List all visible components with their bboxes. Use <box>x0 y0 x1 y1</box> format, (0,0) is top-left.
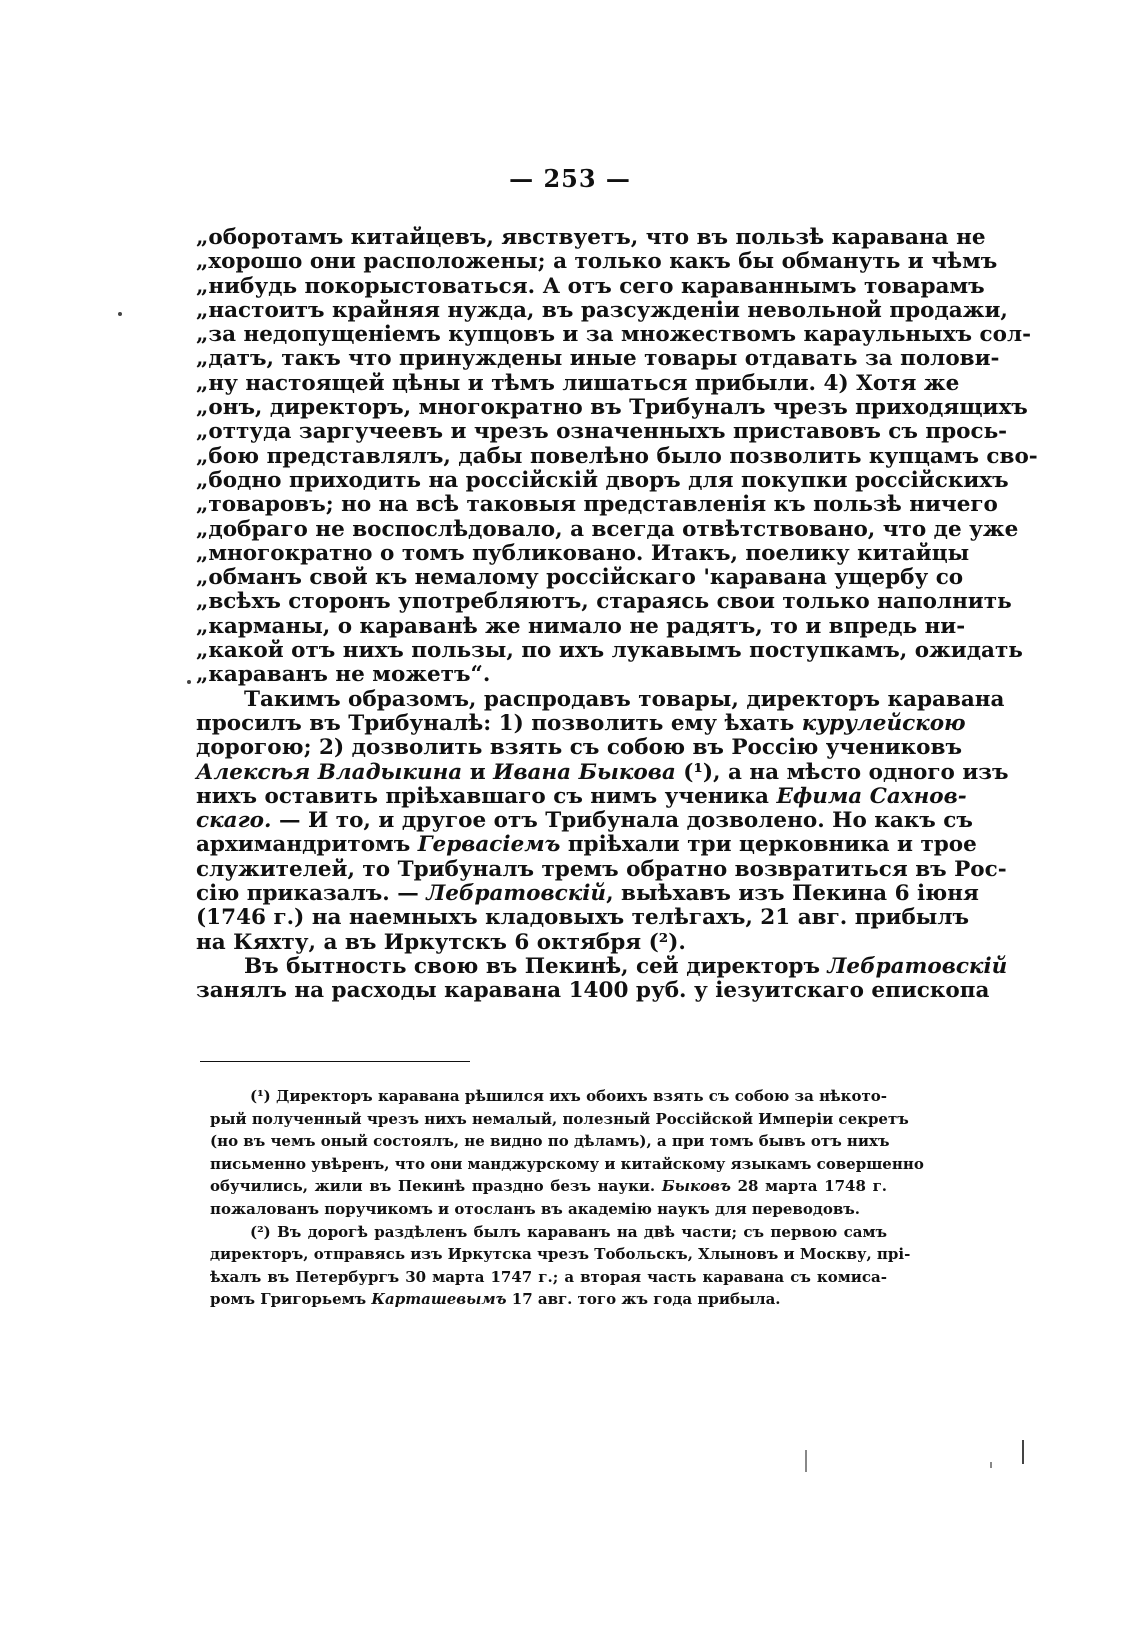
page-number: — 253 — <box>509 164 631 193</box>
footnote-divider <box>200 1061 470 1062</box>
text-line: „оттуда заргучеевъ и чрезъ означенныхъ приставовъ съ прось- <box>196 419 1008 445</box>
footnote-line: письменно увѣренъ, что они манджурскому и китайскому языкамъ совершенно <box>210 1154 924 1173</box>
italic-text: Ивана Быкова <box>493 759 676 785</box>
text-line: „онъ, директоръ, многократно въ Трибуналъ чрезъ приходящихъ <box>196 395 1028 421</box>
italic-text: курулейскою <box>801 710 966 736</box>
text-line: дорогою; 2) дозволить взять съ собою въ Россію учениковъ <box>196 735 962 761</box>
text-line: (1746 г.) на наемныхъ кладовыхъ телѣгахъ, 21 авг. прибылъ <box>196 905 969 931</box>
scan-speck <box>805 1450 807 1472</box>
scan-speck <box>990 1462 992 1468</box>
text-line: „ну настоящей цѣны и тѣмъ лишаться прибыли. 4) Хотя же <box>196 370 960 396</box>
text-line: „добраго не воспослѣдовало, а всегда отвѣтствовано, что де уже <box>196 516 1019 542</box>
text-segment: — И то, и другое отъ Трибунала дозволено. Но какъ съ <box>271 808 973 834</box>
text-line: „хорошо они расположены; а только какъ бы обмануть и чѣмъ <box>196 249 998 275</box>
italic-text: Карташевымъ <box>371 1290 507 1309</box>
text-line: „за недопущеніемъ купцовъ и за множествомъ караульныхъ сол- <box>196 322 1032 348</box>
text-line <box>196 759 1009 785</box>
text-line <box>196 953 1008 979</box>
italic-text: Лебратовскій <box>827 953 1008 979</box>
text-segment: 17 авг. того жъ года прибыла. <box>506 1290 781 1309</box>
text-line: Такимъ образомъ, распродавъ товары, директоръ каравана <box>244 686 1005 712</box>
text-line <box>196 710 966 736</box>
text-line: „нибудь покорыстоваться. А отъ сего караваннымъ товарамъ <box>196 273 985 299</box>
text-line: „какой отъ нихъ пользы, по ихъ лукавымъ поступкамъ, ожидать <box>196 638 1023 664</box>
text-segment: , выѣхавъ изъ Пекина 6 іюня <box>606 881 979 907</box>
text-segment: нихъ оставить пріѣхавшаго съ нимъ ученика <box>196 783 777 809</box>
text-segment: просилъ въ Трибуналѣ: 1) позволить ему ѣхать <box>196 710 802 736</box>
footnote-line: директоръ, отправясь изъ Иркутска чрезъ Тобольскъ, Хлыновъ и Москву, прі- <box>210 1245 911 1264</box>
footnote-line: рый полученный чрезъ нихъ немалый, полезный Россійской Имперіи секретъ <box>210 1109 909 1128</box>
text-segment: Въ бытность свою въ Пекинѣ, сей директоръ <box>244 953 828 979</box>
text-segment: ромъ Григорьемъ <box>210 1290 372 1309</box>
text-line: „многократно о томъ публиковано. Итакъ, поелику китайцы <box>196 540 970 566</box>
text-line: „караванъ не можетъ“. <box>196 662 491 688</box>
scan-speck <box>118 312 122 316</box>
italic-text: Быковъ <box>661 1177 731 1196</box>
text-segment: пріѣхали три церковника и трое <box>560 832 977 858</box>
text-line <box>196 808 973 834</box>
footnotes <box>210 1085 924 1311</box>
italic-text: Гервасіемъ <box>417 832 561 858</box>
text-line: служителей, то Трибуналъ тремъ обратно возвратиться въ Рос- <box>196 856 1007 882</box>
text-line: „оборотамъ китайцевъ, явствуетъ, что въ пользѣ каравана не <box>196 225 986 250</box>
text-line <box>196 783 967 809</box>
text-line: „товаровъ; но на всѣ таковыя представленія къ пользѣ ничего <box>196 492 998 518</box>
scan-speck <box>187 680 191 684</box>
text-line: на Кяхту, а въ Иркутскъ 6 октября (²). <box>196 929 686 955</box>
text-line: „настоитъ крайняя нужда, въ разсужденіи невольной продажи, <box>196 297 1008 323</box>
footnote-line: (²) Въ дорогѣ раздѣленъ былъ караванъ на двѣ части; съ первою самъ <box>250 1222 887 1241</box>
footnote-line: пожалованъ поручикомъ и отосланъ въ академію наукъ для переводовъ. <box>210 1199 861 1218</box>
italic-text: скаго. <box>196 808 272 834</box>
scan-speck <box>1022 1440 1024 1464</box>
text-line <box>196 881 979 907</box>
text-line: „всѣхъ сторонъ употребляютъ, стараясь свои только наполнить <box>196 589 1012 615</box>
text-line: „обманъ свой къ немалому россійскаго 'каравана ущербу со <box>196 565 964 591</box>
text-line: „бою представлялъ, дабы повелѣно было позволить купцамъ сво- <box>196 443 1038 469</box>
italic-text: Лебратовскій <box>426 881 607 907</box>
text-line <box>196 832 977 858</box>
text-segment: обучились, жили въ Пекинѣ праздно безъ науки. <box>210 1177 662 1196</box>
text-segment: сію приказалъ. — <box>196 881 427 907</box>
italic-text: Ефима Сахнов- <box>776 783 967 809</box>
text-segment: и <box>462 759 494 785</box>
footnote-line: ѣхалъ въ Петербургъ 30 марта 1747 г.; а вторая часть каравана съ комиса- <box>210 1267 887 1286</box>
footnote-line: (¹) Директоръ каравана рѣшился ихъ обоихъ взять съ собою за нѣкото- <box>250 1087 887 1105</box>
text-line: „датъ, такъ что принуждены иные товары отдавать за полови- <box>196 346 1000 372</box>
text-segment: 28 марта 1748 г. <box>730 1177 887 1196</box>
footnote-line <box>210 1288 887 1311</box>
text-line: „карманы, о караванѣ же нимало не радятъ, то и впредь ни- <box>196 613 966 639</box>
text-segment: (¹), а на мѣсто одного изъ <box>675 759 1009 785</box>
text-line: „бодно приходить на россійскій дворъ для покупки россійскихъ <box>196 467 1009 493</box>
text-line: занялъ на расходы каравана 1400 руб. у іезуитскаго епископа <box>196 978 990 1004</box>
italic-text: Алексѣя Владыкина <box>196 759 463 785</box>
body-text <box>196 225 1038 1004</box>
footnote-line <box>210 1175 887 1198</box>
text-segment: архимандритомъ <box>196 832 418 858</box>
footnote-line: (но въ чемъ оный состоялъ, не видно по дѣламъ), а при томъ бывъ отъ нихъ <box>210 1132 890 1151</box>
